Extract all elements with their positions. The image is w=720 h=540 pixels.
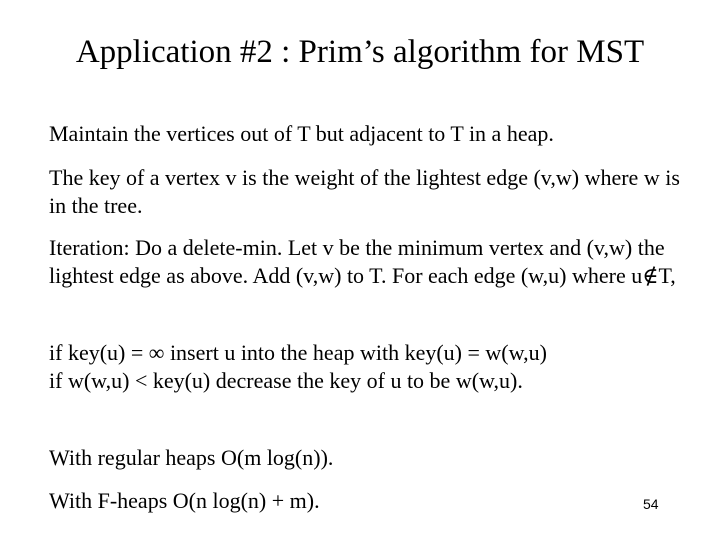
- paragraph-decrease-key-rule: if w(w,u) < key(u) decrease the key of u to be w(w,u).: [49, 368, 523, 393]
- slide-title: Application #2 : Prim’s algorithm for MST: [75, 34, 645, 70]
- paragraph-insert-rule: if key(u) = ∞ insert u into the heap with key(u) = w(w,u): [49, 340, 547, 365]
- paragraph-regular-heaps: With regular heaps O(m log(n)).: [49, 445, 334, 470]
- slide-number: 54: [643, 496, 659, 512]
- paragraph-f-heaps: With F-heaps O(n log(n) + m).: [49, 488, 320, 513]
- paragraph-heap: Maintain the vertices out of T but adjacent to T in a heap.: [49, 121, 554, 146]
- paragraph-iteration: Iteration: Do a delete-min. Let v be the minimum vertex and (v,w) the lightest edge as above. Add (v,w) to T. For each edge (w,u) where u∉T,: [49, 235, 676, 288]
- paragraph-key-definition: The key of a vertex v is the weight of the lightest edge (v,w) where w is in the tree.: [49, 165, 680, 218]
